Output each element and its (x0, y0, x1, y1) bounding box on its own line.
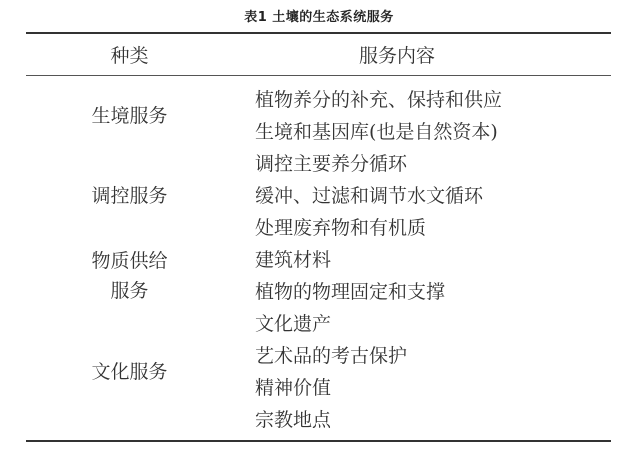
category-line: 文化服务 (91, 361, 168, 383)
table-row-cultural (26, 308, 611, 436)
category-line: 调控服务 (91, 185, 168, 207)
category-line: 生境服务 (91, 105, 168, 127)
table-caption: 表1 土壤的生态系统服务 (244, 10, 394, 25)
category-line: 物质供给 (91, 250, 168, 272)
service-item: 艺术品的考古保护 (255, 345, 408, 367)
service-item: 生境和基因库(也是自然资本) (255, 121, 498, 143)
table-row-regulation (26, 148, 611, 244)
category-cell (26, 246, 223, 306)
header-service-content: 服务内容 (358, 45, 435, 67)
service-items (223, 148, 611, 244)
service-item: 调控主要养分循环 (255, 153, 408, 175)
table-row-provisioning (26, 244, 611, 308)
table-row-habitat (26, 84, 611, 148)
table-header-row (26, 34, 611, 75)
service-items (223, 308, 611, 436)
service-item: 植物养分的补充、保持和供应 (255, 89, 503, 111)
service-item: 缓冲、过滤和调节水文循环 (255, 185, 484, 207)
service-item: 处理废弃物和有机质 (255, 217, 427, 239)
service-items (223, 244, 611, 308)
service-item: 宗教地点 (255, 409, 332, 431)
service-item: 植物的物理固定和支撑 (255, 281, 446, 303)
service-item: 文化遗产 (255, 313, 332, 335)
category-line: 服务 (110, 280, 149, 302)
table-bottom-rule (26, 440, 611, 442)
soil-ecosystem-services-table (26, 32, 611, 442)
service-item: 精神价值 (255, 377, 332, 399)
category-cell (26, 357, 223, 387)
service-items (223, 84, 611, 148)
service-item: 建筑材料 (255, 249, 332, 271)
category-cell (26, 181, 223, 211)
header-category: 种类 (110, 45, 149, 67)
category-cell (26, 101, 223, 131)
